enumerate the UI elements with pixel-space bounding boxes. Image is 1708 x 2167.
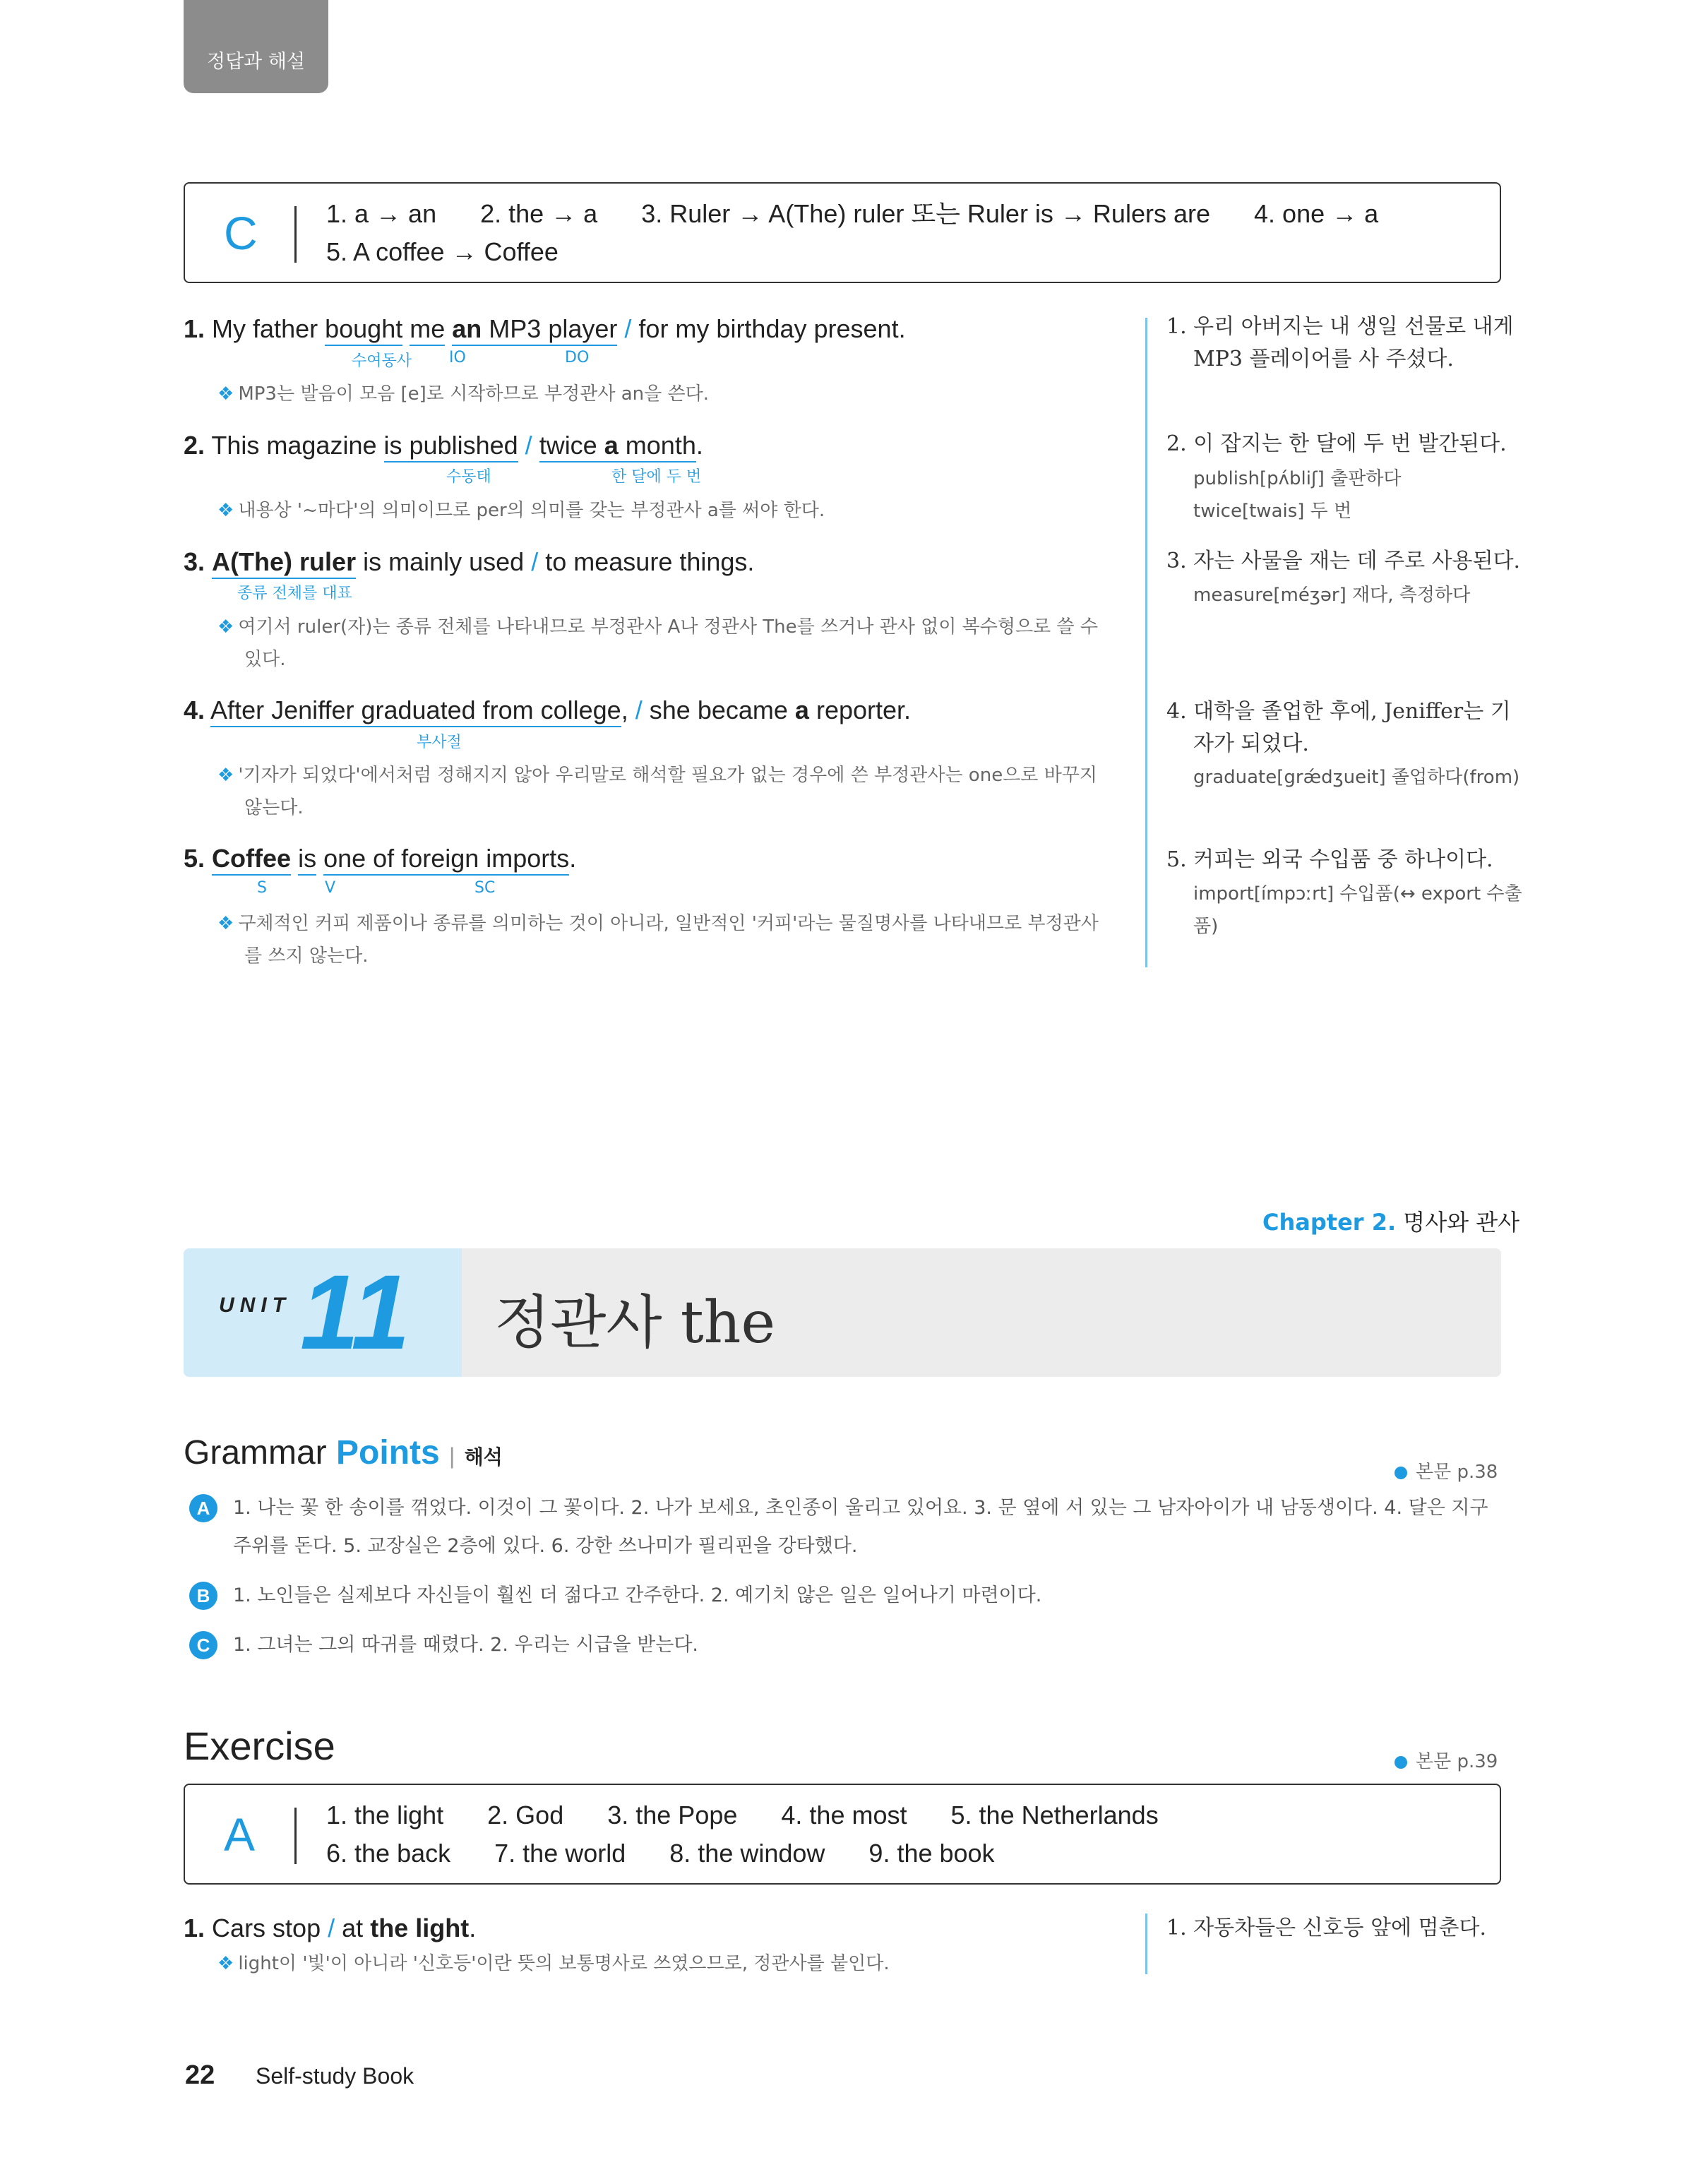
sentence-part: the light	[370, 1914, 470, 1942]
sentence-part: for my birthday present.	[638, 314, 906, 343]
sentence-part: reporter.	[816, 696, 912, 724]
explanation-note	[217, 611, 1128, 676]
label: 한 달에 두 번	[611, 468, 702, 486]
answer-box-lines	[326, 195, 1415, 271]
circle-b-icon: B	[189, 1582, 217, 1610]
sentence-1	[184, 314, 906, 344]
answer-box-letter: C	[224, 206, 258, 259]
book-title: Self-study Book	[256, 2063, 414, 2089]
translation-5	[1166, 844, 1493, 876]
answer-5: 5. A coffee → Coffee	[326, 237, 559, 266]
explanation-note	[217, 759, 1128, 824]
answer-9: 9. the book	[868, 1839, 995, 1868]
vocab-2	[1193, 462, 1402, 527]
diamond-icon: ❖	[217, 765, 234, 786]
answer-2: 2. God	[487, 1801, 564, 1829]
sentence-part: ruler	[299, 547, 357, 576]
slash: /	[328, 1914, 335, 1942]
answer-8: 8. the window	[669, 1839, 825, 1868]
sentence-part: MP3 player	[489, 314, 618, 343]
item-number: 3.	[184, 547, 205, 576]
translation-line: MP3 플레이어를 사 주셨다.	[1193, 347, 1454, 371]
translation-line: 1. 우리 아버지는 내 생일 선물로 내게	[1166, 314, 1514, 339]
article: a	[794, 696, 809, 724]
grammar-a-text	[233, 1489, 1504, 1565]
translation-4	[1166, 696, 1511, 760]
separator: |	[449, 1443, 455, 1469]
box-divider	[294, 206, 297, 263]
answer-1: 1. a → an	[326, 199, 437, 228]
diamond-icon: ❖	[217, 500, 234, 521]
vocab-line: graduate[grǽdʒueit] 졸업하다(from)	[1193, 767, 1520, 788]
box-divider	[294, 1808, 297, 1864]
item-number: 1.	[184, 314, 205, 343]
sentence-part: she became	[649, 696, 788, 724]
label: SC	[474, 879, 496, 897]
translation-line: 3. 자는 사물을 재는 데 주로 사용된다.	[1166, 549, 1521, 573]
article: a	[604, 431, 619, 460]
translation-2	[1166, 428, 1507, 460]
slash: /	[525, 431, 532, 460]
label: 부사절	[417, 734, 462, 751]
vocab-line: twice[twais] 두 번	[1193, 501, 1352, 522]
label: 수여동사	[352, 352, 412, 370]
vocab-line: publish[pʌ́bliʃ] 출판하다	[1193, 468, 1402, 489]
vocab-4	[1193, 761, 1519, 794]
vocab-line: measure[méʒər] 재다, 측정하다	[1193, 585, 1471, 606]
chapter-title: 명사와 관사	[1403, 1209, 1520, 1236]
item-number: 5.	[184, 844, 205, 873]
grammar-points-heading	[184, 1433, 503, 1472]
unit-word: UNIT	[219, 1294, 291, 1317]
note-text: 여기서 ruler(자)는 종류 전체를 나타내므로 부정관사 A나 정관사 The를 쓰거나 관사 없이 복수형으로 쓸 수	[238, 616, 1098, 638]
note-text: 않는다.	[244, 797, 304, 818]
answer-6: 6. the back	[326, 1839, 451, 1868]
translation-line: 자가 되었다.	[1193, 732, 1309, 756]
sentence-4	[184, 696, 911, 725]
answer-box-c	[184, 182, 1501, 283]
explanation-note	[217, 494, 825, 527]
chapter-heading	[1262, 1205, 1519, 1237]
sentence-part: twice	[539, 431, 597, 460]
translation-3	[1166, 545, 1520, 578]
sentence-part: month	[625, 431, 696, 460]
slash: /	[624, 314, 632, 343]
slash: /	[635, 696, 643, 724]
sentence-part: is	[298, 844, 316, 876]
label: V	[325, 879, 336, 897]
diamond-icon: ❖	[217, 1953, 234, 1974]
vocab-line: import[ímpɔːrt] 수입품(↔ export 수출	[1193, 883, 1522, 905]
sentence-part: at	[342, 1914, 364, 1942]
note-text: 구체적인 커피 제품이나 종류를 의미하는 것이 아니라, 일반적인 '커피'라는 물질명사를 나타내므로 부정관사	[238, 913, 1099, 934]
sentence-part: is published	[384, 431, 518, 462]
page-reference-text: 본문 p.38	[1416, 1462, 1498, 1483]
grammar-subtitle: 해석	[464, 1446, 503, 1468]
answer-2: 2. the → a	[480, 199, 598, 228]
sentence-2	[184, 431, 703, 460]
note-text: MP3는 발음이 모음 [e]로 시작하므로 부정관사 an을 쓴다.	[238, 383, 709, 405]
grammar-title: Grammar	[184, 1434, 327, 1471]
page-reference	[1395, 1457, 1498, 1484]
answer-1: 1. the light	[326, 1801, 444, 1829]
answer-box-a	[184, 1784, 1501, 1885]
note-text: 를 쓰지 않는다.	[244, 945, 369, 967]
answer-7: 7. the world	[494, 1839, 626, 1868]
sentence-part: .	[695, 431, 703, 460]
label: S	[257, 879, 267, 897]
translation-line: 2. 이 잡지는 한 달에 두 번 발간된다.	[1166, 431, 1507, 456]
item-number: 4.	[184, 696, 205, 724]
column-divider	[1145, 1914, 1147, 1974]
grammar-title-accent: Points	[336, 1434, 440, 1471]
diamond-icon: ❖	[217, 383, 234, 405]
vocab-line: 품)	[1193, 916, 1219, 937]
circle-c-icon: C	[189, 1631, 217, 1659]
page-number: 22	[185, 2060, 215, 2090]
sentence-part: After Jeniffer graduated from college	[210, 696, 621, 727]
page-reference-text: 본문 p.39	[1416, 1751, 1498, 1772]
bullet-icon	[1395, 1756, 1407, 1769]
sentence-part: is mainly used	[363, 547, 525, 576]
explanation-note	[217, 907, 1128, 972]
answer-3: 3. the Pope	[607, 1801, 738, 1829]
sentence-part: to measure things.	[545, 547, 755, 576]
unit-title: 정관사 the	[494, 1289, 775, 1356]
grammar-b-text: 1. 노인들은 실제보다 자신들이 훨씬 더 젊다고 간주한다. 2. 예기치 않은 일은 일어나기 마련이다.	[233, 1584, 1042, 1606]
page-reference	[1395, 1747, 1498, 1773]
answer-4: 4. the most	[781, 1801, 907, 1829]
sentence-5	[184, 844, 576, 873]
grammar-c-text: 1. 그녀는 그의 따귀를 때렸다. 2. 우리는 시급을 받는다.	[233, 1634, 698, 1656]
circle-a-icon: A	[189, 1494, 217, 1522]
explanation-note	[217, 378, 709, 410]
answer-3: 3. Ruler → A(The) ruler 또는 Ruler is → Rulers are	[641, 199, 1210, 228]
exercise-translation-1: 1. 자동차들은 신호등 앞에 멈춘다.	[1166, 1916, 1487, 1940]
grammar-a-line: 1. 나는 꽃 한 송이를 꺾었다. 이것이 그 꽃이다. 2. 나가 보세요, 초인종이 울리고 있어요. 3. 문 옆에 서 있는 그 남자아이가 내 남동생이다. 4. 달은 지구	[233, 1497, 1488, 1519]
section-tab-label: 정답과 해설	[207, 51, 305, 73]
unit-number: 11	[300, 1253, 410, 1371]
label: 종류 전체를 대표	[237, 585, 352, 602]
label: 수동태	[446, 468, 491, 486]
unit-banner	[184, 1248, 1501, 1377]
sentence-part: Coffee	[212, 844, 291, 876]
answer-4: 4. one → a	[1254, 199, 1379, 228]
exercise-sentence-1	[184, 1914, 476, 1943]
exercise-heading: Exercise	[184, 1724, 335, 1768]
sentence-part: bought	[325, 314, 402, 346]
vocab-5	[1193, 878, 1522, 943]
chapter-prefix: Chapter 2.	[1262, 1209, 1397, 1236]
sentence-part: My father	[212, 314, 318, 343]
label: DO	[565, 349, 590, 366]
sentence-part: .	[469, 1914, 477, 1942]
sentence-part: one of foreign imports	[323, 844, 569, 876]
grammar-a-line: 주위를 돈다. 5. 교장실은 2층에 있다. 6. 강한 쓰나미가 필리핀을 강타했다.	[233, 1535, 858, 1557]
note-text: '기자가 되었다'에서처럼 정해지지 않아 우리말로 해석할 필요가 없는 경우에 쓴 부정관사는 one으로 바꾸지	[238, 765, 1098, 786]
translation-line: 5. 커피는 외국 수입품 중 하나이다.	[1166, 847, 1493, 872]
explanation-note	[217, 1947, 890, 1980]
bullet-icon	[1395, 1467, 1407, 1479]
sentence-part: me	[410, 314, 445, 346]
section-tab	[184, 0, 328, 93]
article: an	[452, 314, 482, 343]
slash: /	[531, 547, 539, 576]
note-text: 있다.	[244, 649, 286, 670]
sentence-part: .	[569, 844, 577, 873]
article: A(The)	[212, 547, 293, 576]
vocab-3	[1193, 579, 1470, 611]
diamond-icon: ❖	[217, 616, 234, 638]
sentence-part: Cars stop	[212, 1914, 321, 1942]
translation-1	[1166, 311, 1514, 376]
column-divider	[1145, 318, 1147, 967]
label: IO	[449, 349, 466, 366]
item-number: 2.	[184, 431, 205, 460]
answer-5: 5. the Netherlands	[950, 1801, 1159, 1829]
unit-number-panel	[184, 1248, 462, 1377]
diamond-icon: ❖	[217, 913, 234, 934]
answer-box-lines	[326, 1796, 1195, 1873]
sentence-part: This magazine	[211, 431, 377, 460]
sentence-part: ,	[621, 696, 628, 724]
answer-box-letter: A	[224, 1808, 256, 1861]
item-number: 1.	[184, 1914, 205, 1942]
note-text: 내용상 '~마다'의 의미이므로 per의 의미를 갖는 부정관사 a를 써야 한다.	[238, 500, 825, 521]
translation-line: 4. 대학을 졸업한 후에, Jeniffer는 기	[1166, 699, 1511, 724]
note-text: light이 '빛'이 아니라 '신호등'이란 뜻의 보통명사로 쓰였으므로, 정관사를 붙인다.	[238, 1953, 890, 1974]
sentence-3	[184, 547, 754, 577]
